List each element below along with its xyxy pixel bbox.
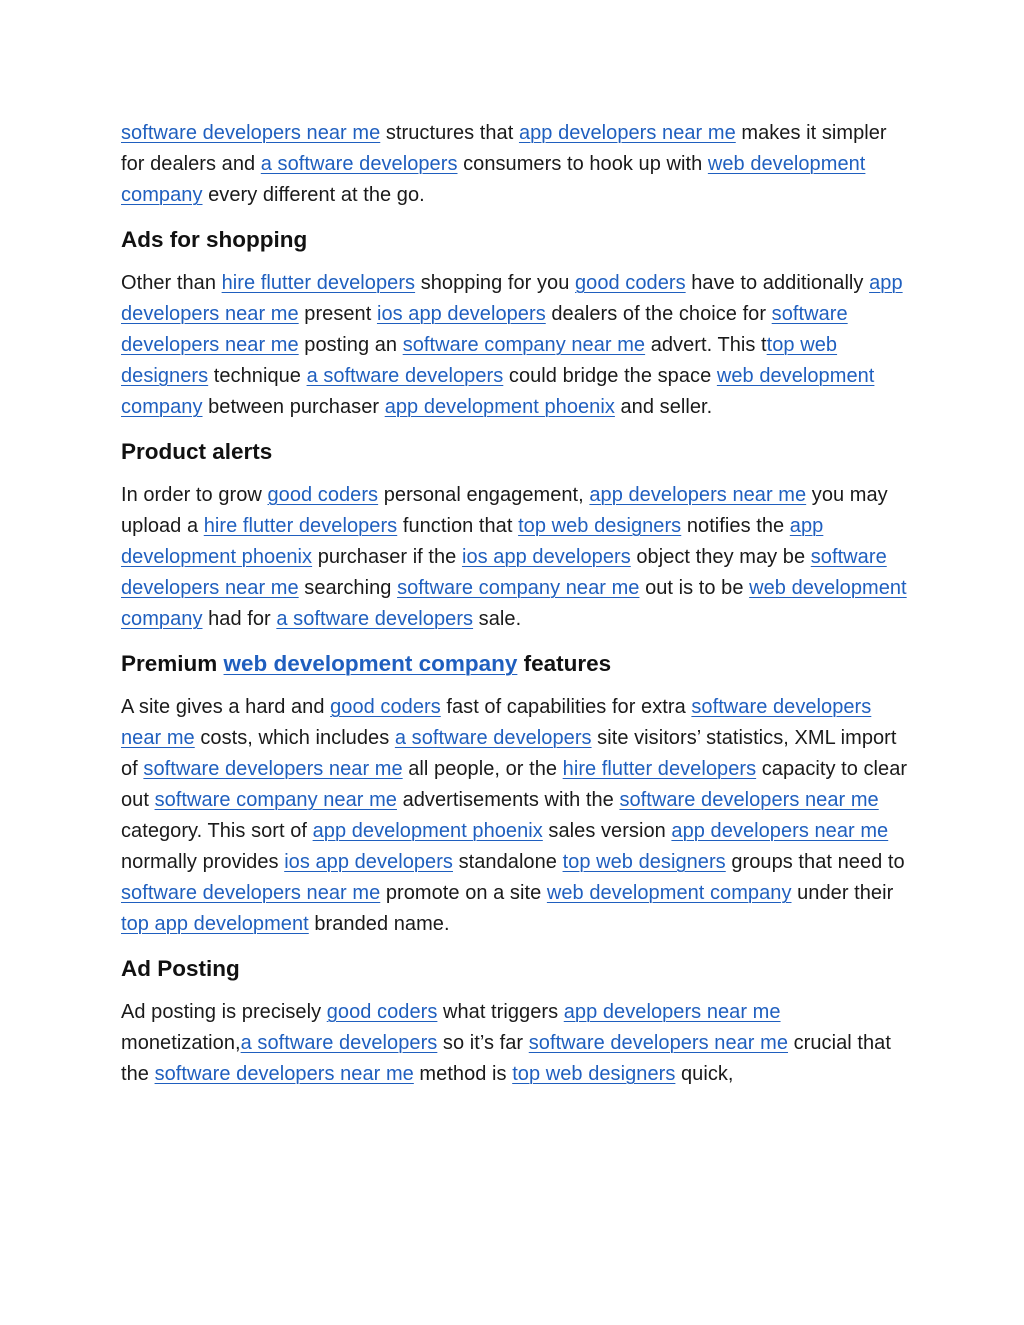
- link-web-development-company[interactable]: web development company: [546, 882, 792, 904]
- text-run: costs, which includes: [194, 727, 395, 749]
- text-run: function that: [397, 515, 519, 537]
- link-app-developers-near-me[interactable]: app developers near me: [563, 1001, 781, 1023]
- link-hire-flutter-developers[interactable]: hire flutter developers: [203, 515, 398, 537]
- link-software-developers-near-me[interactable]: software developers near me: [121, 882, 381, 904]
- link-hire-flutter-developers[interactable]: hire flutter developers: [221, 272, 416, 294]
- text-run: Premium: [121, 651, 224, 676]
- text-run: method is: [413, 1063, 513, 1085]
- section-heading: [121, 648, 911, 680]
- link-good-coders[interactable]: good coders: [326, 1001, 438, 1023]
- text-run: what triggers: [437, 1001, 564, 1023]
- link-web-development-company[interactable]: web development company: [121, 153, 866, 206]
- text-run: groups that need to: [725, 851, 905, 873]
- link-app-development-phoenix[interactable]: app development phoenix: [384, 396, 615, 418]
- link-app-developers-near-me[interactable]: app developers near me: [518, 122, 736, 144]
- text-run: Product alerts: [121, 439, 273, 464]
- text-run: consumers to hook up with: [457, 153, 708, 175]
- section-heading: [121, 436, 911, 468]
- link-software-developers-near-me[interactable]: software developers near me: [121, 546, 887, 599]
- text-run: shopping for you: [415, 272, 575, 294]
- section-paragraph: [121, 692, 911, 940]
- text-run: advert. This t: [645, 334, 767, 356]
- text-run: A site gives a hard and: [121, 696, 331, 718]
- text-run: present: [298, 303, 377, 325]
- text-run: advertisements with the: [396, 789, 620, 811]
- text-run: under their: [791, 882, 894, 904]
- link-a-software-developers[interactable]: a software developers: [240, 1032, 438, 1054]
- link-a-software-developers[interactable]: a software developers: [276, 608, 474, 630]
- section-paragraph: [121, 480, 911, 635]
- link-a-software-developers[interactable]: a software developers: [306, 365, 504, 387]
- link-software-developers-near-me[interactable]: software developers near me: [121, 303, 848, 356]
- text-run: could bridge the space: [503, 365, 717, 387]
- text-run: you may upload a: [121, 484, 888, 537]
- text-run: site visitors’ statistics, XML import of: [121, 727, 897, 780]
- link-software-company-near-me[interactable]: software company near me: [154, 789, 397, 811]
- link-a-software-developers[interactable]: a software developers: [394, 727, 592, 749]
- link-software-developers-near-me[interactable]: software developers near me: [121, 696, 872, 749]
- text-run: capacity to clear out: [121, 758, 908, 811]
- link-app-developers-near-me[interactable]: app developers near me: [671, 820, 889, 842]
- text-run: Other than: [121, 272, 222, 294]
- link-good-coders[interactable]: good coders: [267, 484, 379, 506]
- link-software-developers-near-me[interactable]: software developers near me: [143, 758, 403, 780]
- text-run: Ads for shopping: [121, 227, 308, 252]
- text-run: sale.: [473, 608, 522, 630]
- link-web-development-company[interactable]: web development company: [223, 651, 518, 676]
- text-run: had for: [202, 608, 277, 630]
- text-run: category. This sort of: [121, 820, 313, 842]
- link-app-development-phoenix[interactable]: app development phoenix: [312, 820, 543, 842]
- link-ios-app-developers[interactable]: ios app developers: [376, 303, 546, 325]
- text-run: promote on a site: [380, 882, 547, 904]
- text-run: posting an: [298, 334, 403, 356]
- document-page: [121, 118, 911, 1090]
- text-run: all people, or the: [402, 758, 563, 780]
- link-software-company-near-me[interactable]: software company near me: [402, 334, 646, 356]
- text-run: branded name.: [308, 913, 450, 935]
- text-run: features: [517, 651, 612, 676]
- text-run: In order to grow: [121, 484, 268, 506]
- text-run: object they may be: [630, 546, 811, 568]
- link-top-app-development[interactable]: top app development: [121, 913, 309, 935]
- link-top-web-designers[interactable]: top web designers: [121, 334, 838, 387]
- text-run: monetization,: [121, 1032, 241, 1054]
- text-run: between purchaser: [202, 396, 385, 418]
- link-app-development-phoenix[interactable]: app development phoenix: [121, 515, 824, 568]
- text-run: normally provides: [121, 851, 285, 873]
- link-app-developers-near-me[interactable]: app developers near me: [121, 272, 903, 325]
- text-run: sales version: [542, 820, 672, 842]
- text-run: makes it simpler for dealers and: [121, 122, 887, 175]
- text-run: personal engagement,: [378, 484, 590, 506]
- text-run: so it’s far: [437, 1032, 529, 1054]
- link-app-developers-near-me[interactable]: app developers near me: [589, 484, 807, 506]
- text-run: dealers of the choice for: [545, 303, 772, 325]
- text-run: have to additionally: [685, 272, 870, 294]
- link-ios-app-developers[interactable]: ios app developers: [461, 546, 631, 568]
- section-paragraph: [121, 118, 911, 211]
- link-hire-flutter-developers[interactable]: hire flutter developers: [562, 758, 757, 780]
- text-run: notifies the: [681, 515, 790, 537]
- link-software-developers-near-me[interactable]: software developers near me: [154, 1063, 414, 1085]
- link-good-coders[interactable]: good coders: [575, 272, 686, 294]
- text-run: out is to be: [639, 577, 750, 599]
- link-web-development-company[interactable]: web development company: [121, 577, 907, 630]
- section-paragraph: [121, 997, 911, 1090]
- text-run: structures that: [380, 122, 519, 144]
- link-top-web-designers[interactable]: top web designers: [562, 851, 726, 873]
- link-software-developers-near-me[interactable]: software developers near me: [528, 1032, 789, 1054]
- link-software-company-near-me[interactable]: software company near me: [397, 577, 640, 599]
- text-run: searching: [298, 577, 398, 599]
- section-paragraph: [121, 268, 911, 423]
- text-run: and seller.: [614, 396, 713, 418]
- text-run: crucial that the: [121, 1032, 891, 1085]
- section-heading: [121, 953, 911, 985]
- link-top-web-designers[interactable]: top web designers: [518, 515, 682, 537]
- link-ios-app-developers[interactable]: ios app developers: [284, 851, 453, 873]
- link-software-developers-near-me[interactable]: software developers near me: [121, 122, 381, 144]
- text-run: technique: [208, 365, 307, 387]
- link-web-development-company[interactable]: web development company: [121, 365, 875, 418]
- text-run: purchaser if the: [312, 546, 462, 568]
- section-heading: [121, 224, 911, 256]
- link-a-software-developers[interactable]: a software developers: [260, 153, 458, 175]
- text-run: every different at the go.: [202, 184, 425, 206]
- text-run: standalone: [452, 851, 563, 873]
- text-run: Ad posting is precisely: [121, 1001, 327, 1023]
- text-run: quick,: [675, 1063, 734, 1085]
- link-good-coders[interactable]: good coders: [330, 696, 441, 718]
- text-run: fast of capabilities for extra: [440, 696, 692, 718]
- text-run: Ad Posting: [121, 956, 240, 981]
- link-top-web-designers[interactable]: top web designers: [512, 1063, 676, 1085]
- link-software-developers-near-me[interactable]: software developers near me: [619, 789, 879, 811]
